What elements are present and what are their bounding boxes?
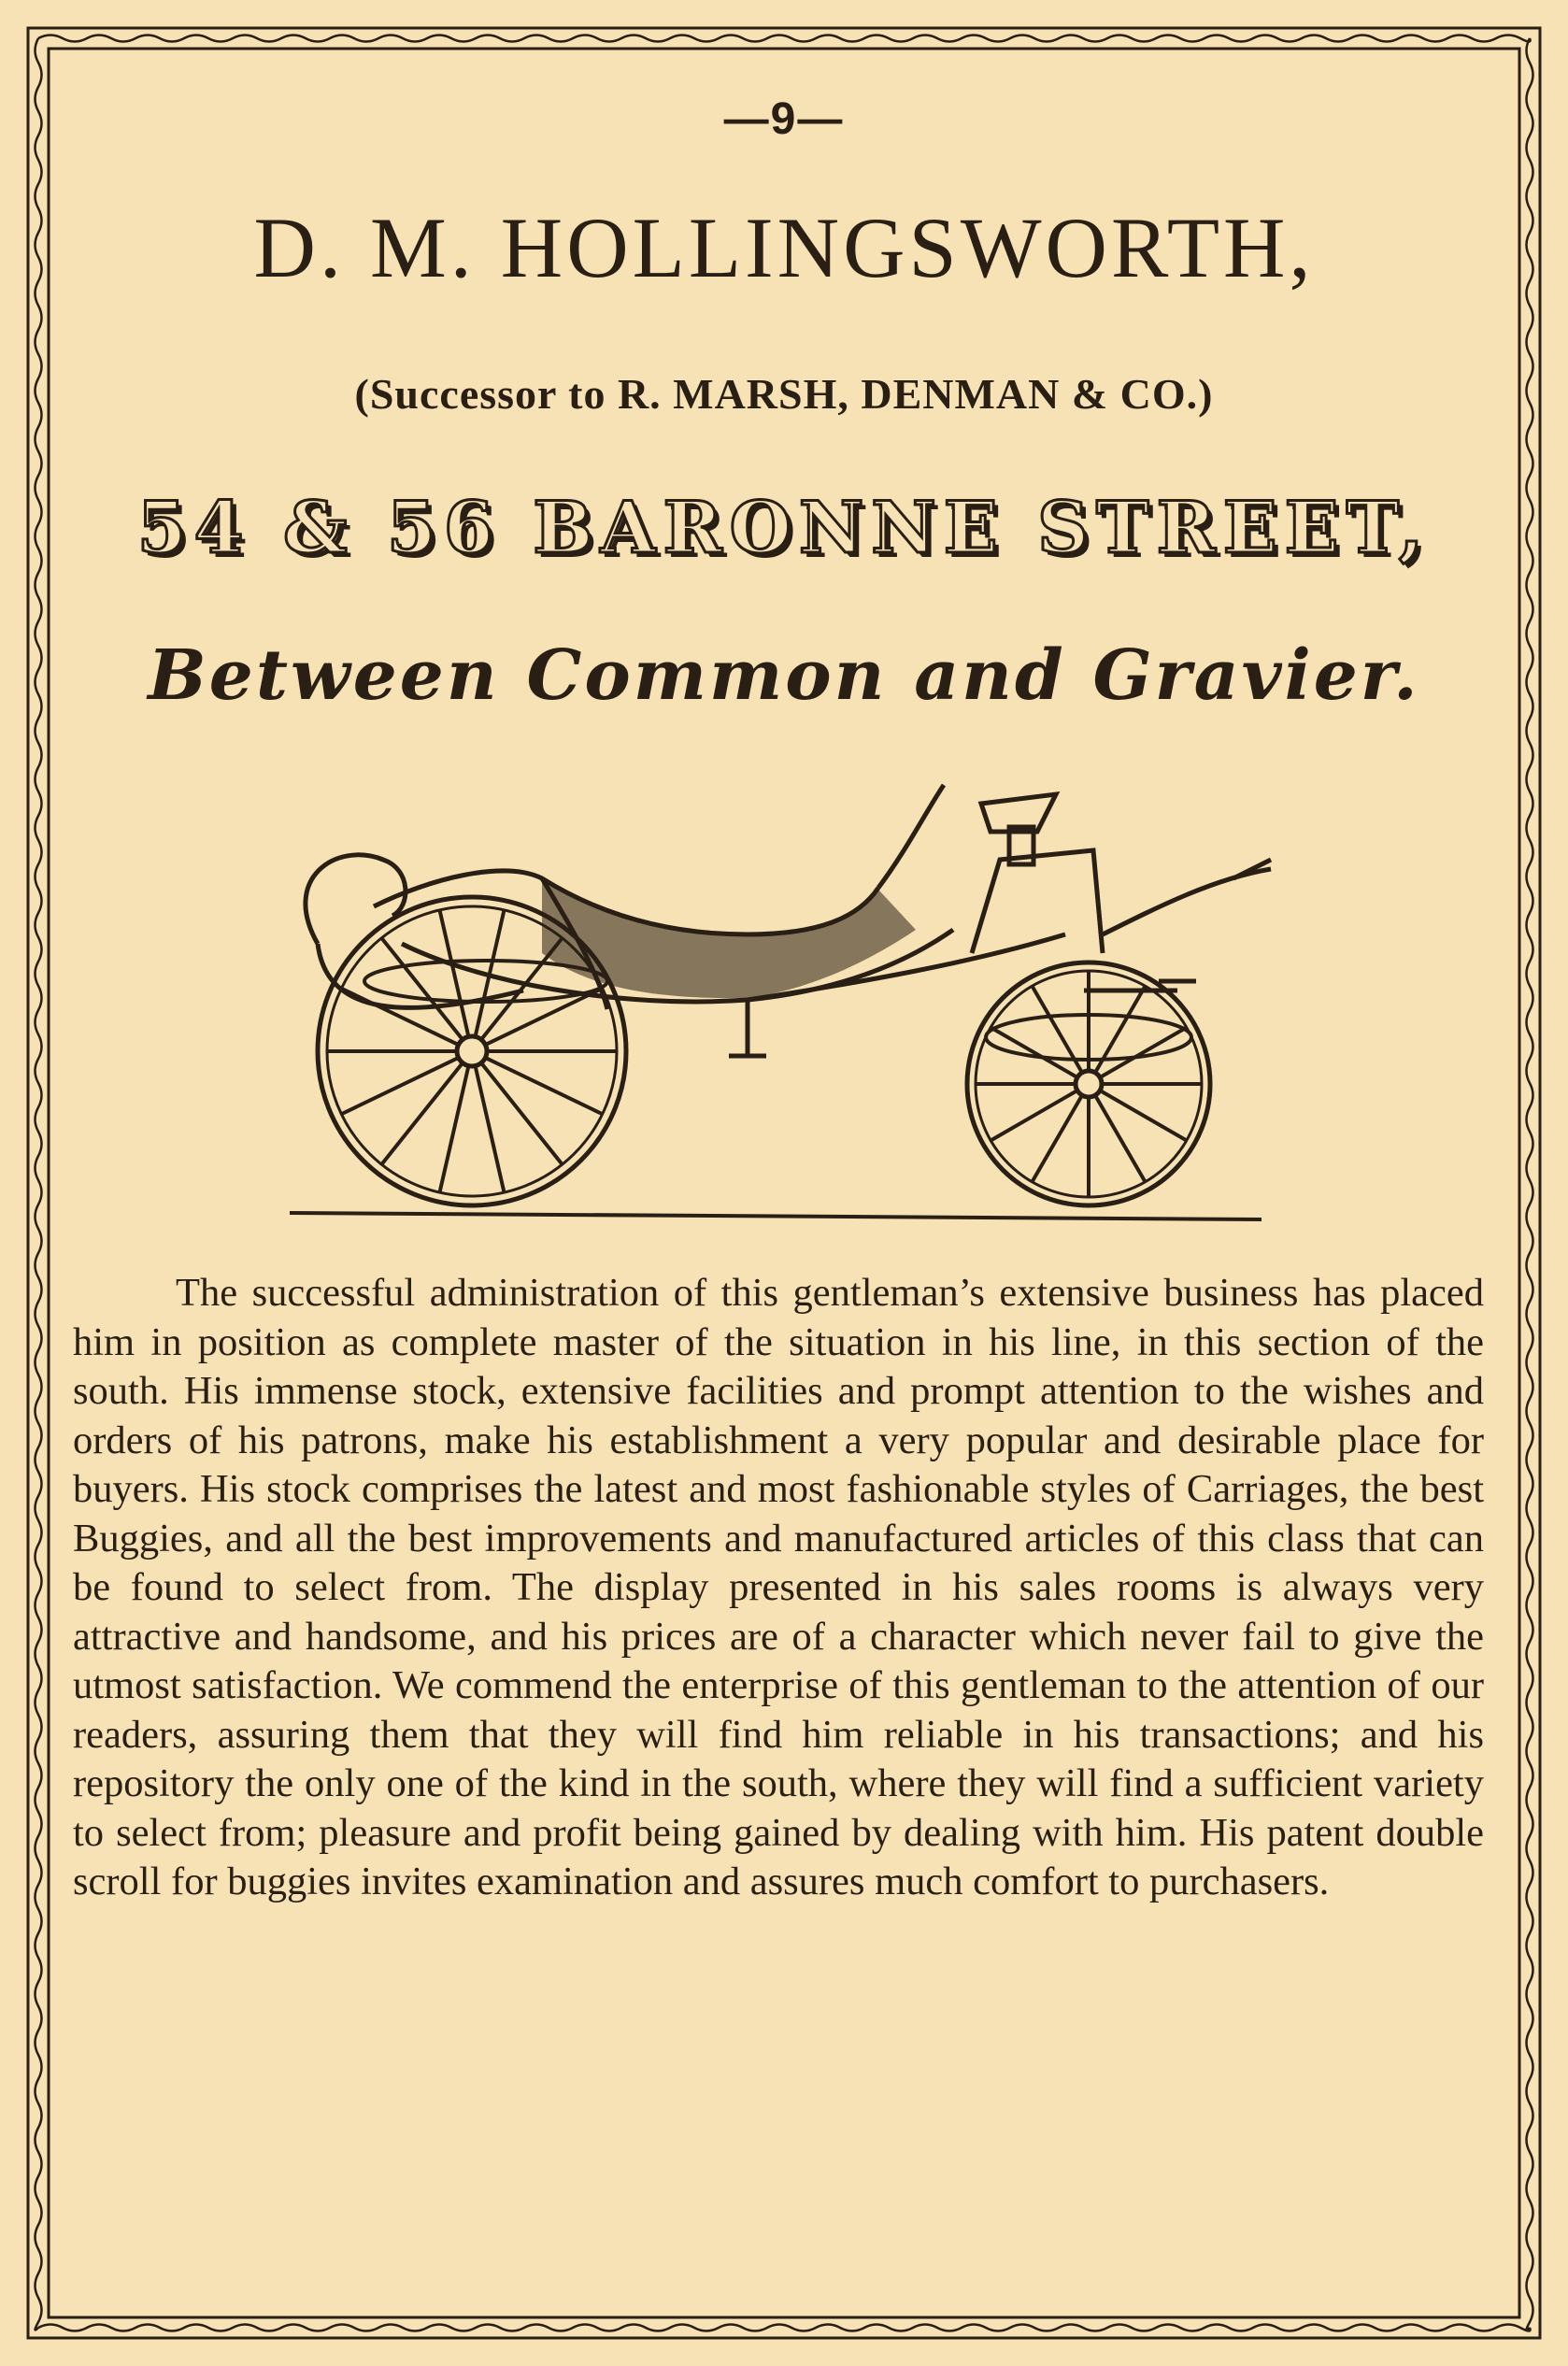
wheel-spoke <box>341 1058 458 1114</box>
wheel-spoke <box>991 1028 1076 1077</box>
street-address-heading: 54 & 56 BARONNE STREET, <box>136 486 1432 569</box>
carriage-icon <box>262 776 1290 1224</box>
wheel-spoke <box>1033 1097 1082 1182</box>
wheel-spoke <box>1102 1091 1187 1141</box>
wheel-spoke <box>485 1058 602 1114</box>
article-body: The successful administration of this gentleman’s extensive business has placed him in position as complete master of the situation in his line, in this section of the south. His immense stock, extensive facilities and prompt attention to the wishes and orders of his patrons, make his establishment a very popular and desirable place for buyers. His stock comprises the latest and most fashionable styles of Carriages, the best Buggies, and all the best improvements and manufactured articles of this class that can be found to select from. The display presented in his sales rooms is always very attractive and handsome, and his prices are of a character which never fail to give the utmost satisfaction. We commend the enterprise of this gentleman to the attention of our readers, assuring them that they will find him reliable in his transactions; and his repository the only one of the kind in the south, where they will find a sufficient variety to select from; pleasure and profit being gained by dealing with him. His patent double scroll for buggies invites examination and assures much comfort to purchasers. <box>73 1271 1484 1903</box>
page-number: —9— <box>723 94 845 144</box>
wheel-spoke <box>991 1091 1076 1141</box>
wheel-spoke <box>1102 1028 1187 1077</box>
wheel-spoke <box>1096 1097 1146 1182</box>
firm-name-heading: D. M. HOLLINGSWORTH, <box>253 200 1315 295</box>
cross-streets-line: Between Common and Gravier. <box>148 635 1420 716</box>
successor-line: (Successor to R. MARSH, DENMAN & CO.) <box>354 370 1214 418</box>
